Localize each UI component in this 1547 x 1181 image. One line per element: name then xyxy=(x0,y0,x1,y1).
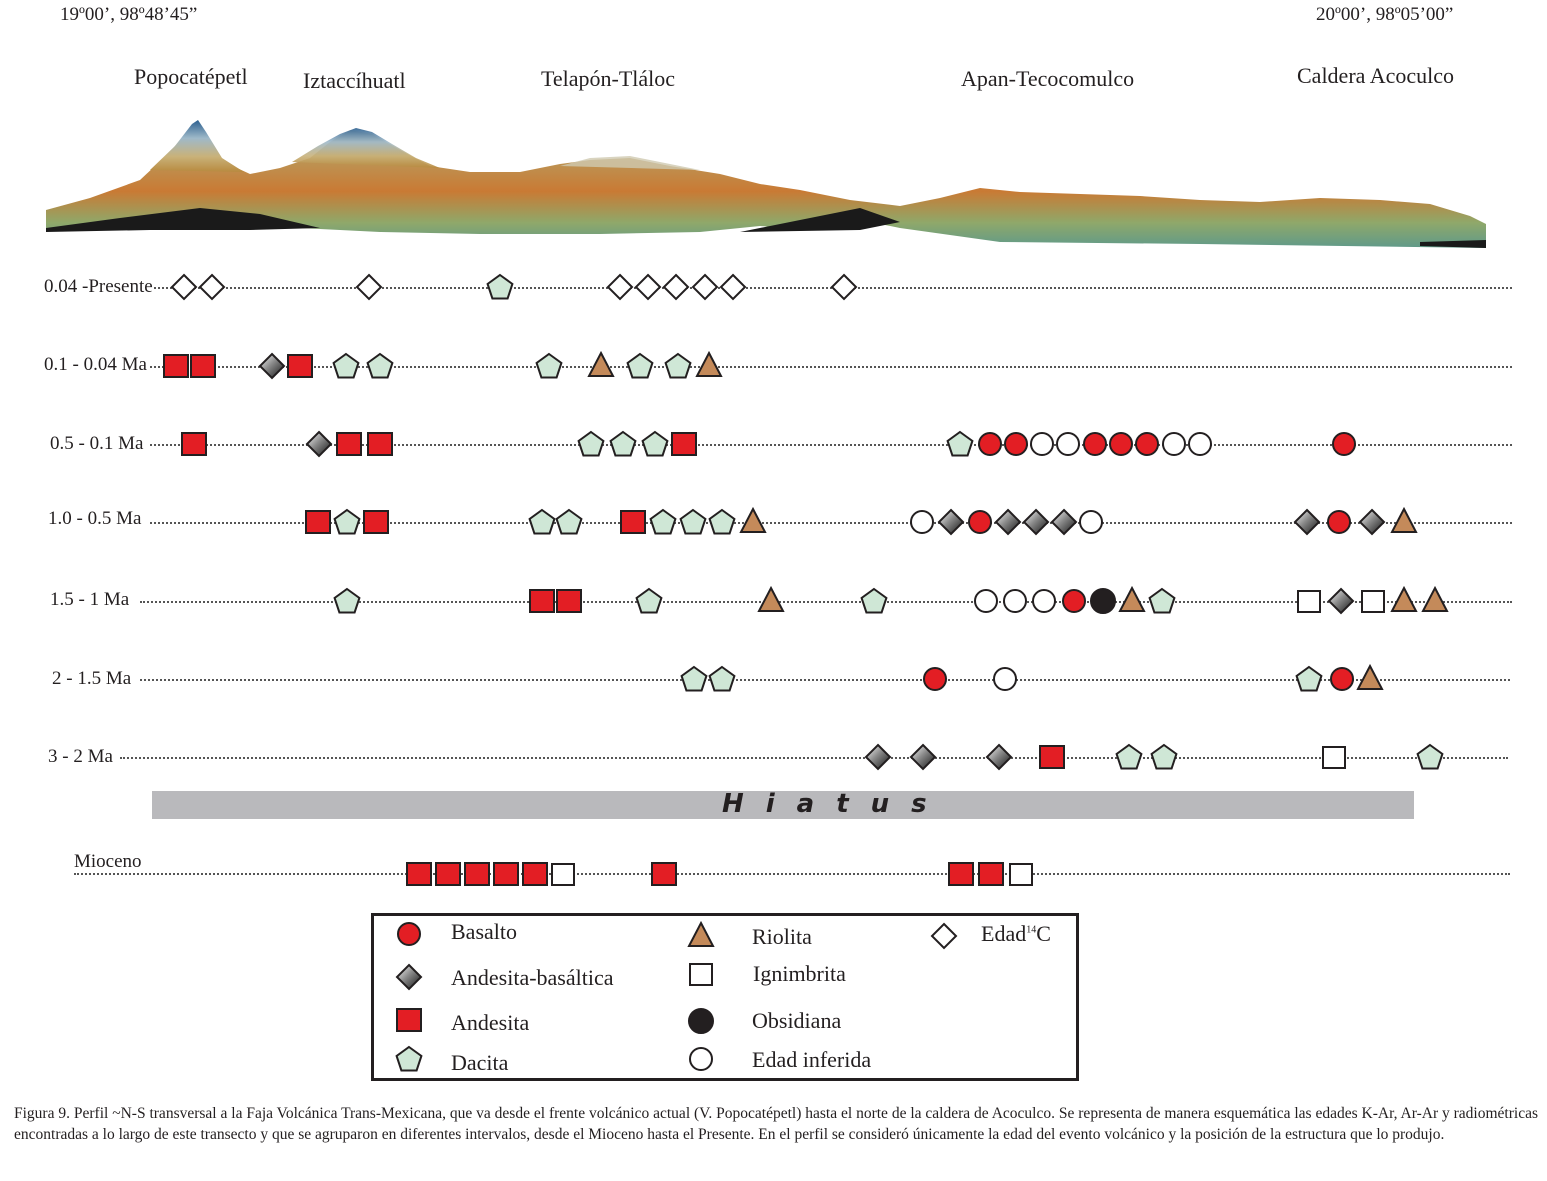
legend-square-open-icon xyxy=(690,964,712,985)
triangle-marker xyxy=(1120,588,1144,611)
diamond-marker xyxy=(664,275,688,299)
diamond-grad-marker xyxy=(866,745,890,769)
triangle-marker xyxy=(759,588,783,611)
coordinate-left: 19º00’, 98º48’45” xyxy=(60,4,198,25)
diamond-marker xyxy=(636,275,660,299)
circle-open-marker xyxy=(975,590,997,612)
pentagon-marker xyxy=(368,354,393,378)
square-red-marker xyxy=(465,863,489,885)
pentagon-marker xyxy=(530,510,555,534)
circle-red-marker xyxy=(1328,511,1350,533)
pentagon-marker xyxy=(1418,745,1443,769)
triangle-marker xyxy=(1358,666,1382,689)
diamond-grad-marker xyxy=(260,354,284,378)
circle-red-marker xyxy=(969,511,991,533)
row-label-6: 3 - 2 Ma xyxy=(48,746,113,767)
pentagon-marker xyxy=(628,354,653,378)
legend-pentagon-icon xyxy=(397,1047,422,1071)
square-red-marker xyxy=(407,863,431,885)
mioceno-label: Mioceno xyxy=(74,851,142,872)
diamond-grad-marker xyxy=(911,745,935,769)
pentagon-marker xyxy=(666,354,691,378)
triangle-marker xyxy=(1423,588,1447,611)
pentagon-marker xyxy=(651,510,676,534)
pentagon-marker xyxy=(611,432,636,456)
triangle-marker xyxy=(589,353,613,376)
legend-label-andesita: Andesita xyxy=(451,1010,530,1035)
legend-edad-superscript: 14 xyxy=(1026,924,1037,936)
pentagon-marker xyxy=(710,667,735,691)
legend-square-red-icon xyxy=(397,1009,421,1031)
circle-black-marker xyxy=(1091,589,1115,613)
square-red-marker xyxy=(436,863,460,885)
square-red-marker xyxy=(494,863,518,885)
triangle-marker xyxy=(1392,588,1416,611)
pentagon-marker xyxy=(335,510,360,534)
legend-diamond-icon xyxy=(932,924,956,948)
pentagon-marker xyxy=(710,510,735,534)
diamond-marker xyxy=(832,275,856,299)
diamond-grad-marker xyxy=(1329,589,1353,613)
legend-label-ignimbrita: Ignimbrita xyxy=(753,961,846,986)
diamond-marker xyxy=(172,275,196,299)
legend-label-basalto: Basalto xyxy=(451,919,517,944)
circle-red-marker xyxy=(979,433,1001,455)
square-red-marker xyxy=(949,863,973,885)
square-red-marker xyxy=(182,433,206,455)
square-open-marker xyxy=(552,864,574,885)
pentagon-marker xyxy=(1152,745,1177,769)
row-label-2: 0.5 - 0.1 Ma xyxy=(50,433,144,454)
row-label-0: 0.04 -Presente xyxy=(44,276,153,297)
diamond-grad-marker xyxy=(996,510,1020,534)
circle-red-marker xyxy=(1005,433,1027,455)
pentagon-marker xyxy=(579,432,604,456)
square-red-marker xyxy=(621,511,645,533)
triangle-marker xyxy=(1392,509,1416,532)
legend-label-edad-inferida: Edad inferida xyxy=(752,1047,872,1072)
legend-triangle-icon xyxy=(689,923,713,946)
row-label-4: 1.5 - 1 Ma xyxy=(50,589,130,610)
circle-red-marker xyxy=(1110,433,1132,455)
diamond-marker xyxy=(357,275,381,299)
square-open-marker xyxy=(1323,747,1345,768)
square-red-marker xyxy=(368,433,392,455)
legend-label-riolita: Riolita xyxy=(752,924,812,949)
coordinate-right: 20º00’, 98º05’00” xyxy=(1316,4,1454,25)
pentagon-marker xyxy=(681,510,706,534)
circle-open-marker xyxy=(911,511,933,533)
diamond-grad-marker xyxy=(939,510,963,534)
circle-open-marker xyxy=(994,668,1016,690)
legend-edad-suffix: C xyxy=(1036,921,1051,946)
circle-open-marker xyxy=(1080,511,1102,533)
circle-red-marker xyxy=(1136,433,1158,455)
pentagon-marker xyxy=(862,589,887,613)
circle-open-marker xyxy=(1163,433,1185,455)
legend-circle-open-icon xyxy=(690,1048,712,1070)
diamond-grad-marker xyxy=(307,432,331,456)
square-red-marker xyxy=(164,355,188,377)
diamond-marker xyxy=(721,275,745,299)
pentagon-marker xyxy=(557,510,582,534)
legend-circle-red-icon xyxy=(398,923,420,945)
legend-label-edad-14c xyxy=(981,921,1051,947)
diamond-grad-marker xyxy=(1360,510,1384,534)
circle-red-marker xyxy=(1063,590,1085,612)
legend-label-andesita-basaltica: Andesita-basáltica xyxy=(451,965,614,990)
circle-open-marker xyxy=(1189,433,1211,455)
pentagon-marker xyxy=(537,354,562,378)
diamond-marker xyxy=(693,275,717,299)
square-red-marker xyxy=(530,590,554,612)
pentagon-marker xyxy=(334,354,359,378)
circle-red-marker xyxy=(924,668,946,690)
circle-red-marker xyxy=(1084,433,1106,455)
square-red-marker xyxy=(652,863,676,885)
peak-label-popocatepetl: Popocatépetl xyxy=(134,64,248,89)
pentagon-marker xyxy=(1150,589,1175,613)
circle-open-marker xyxy=(1004,590,1026,612)
circle-open-marker xyxy=(1057,433,1079,455)
hiatus-label: Hiatus xyxy=(722,789,949,819)
pentagon-marker xyxy=(1297,667,1322,691)
triangle-marker xyxy=(697,353,721,376)
row-label-1: 0.1 - 0.04 Ma xyxy=(44,354,147,375)
square-red-marker xyxy=(288,355,312,377)
figure-caption: Figura 9. Perfil ~N-S transversal a la Faja Volcánica Trans-Mexicana, que va desde el frente volcánico actual (V. Popocatépetl) hasta el norte de la caldera de Acoculco. Se representa de manera esquemática las edades K-Ar, Ar-Ar y radiométricas encontradas a lo largo de este transecto y que se agruparon en diferentes intervalos, desde el Mioceno hasta el Presente. En el perfil se consideró únicamente la edad del evento volcánico y la posición de la estructura que lo produjo. xyxy=(14,1105,1538,1143)
pentagon-marker xyxy=(488,275,513,299)
triangle-marker xyxy=(741,509,765,532)
diamond-grad-marker xyxy=(1052,510,1076,534)
square-red-marker xyxy=(557,590,581,612)
diamond-grad-marker xyxy=(987,745,1011,769)
pentagon-marker xyxy=(335,589,360,613)
circle-red-marker xyxy=(1331,668,1353,690)
row-label-5: 2 - 1.5 Ma xyxy=(52,668,132,689)
square-red-marker xyxy=(672,433,696,455)
row-label-3: 1.0 - 0.5 Ma xyxy=(48,508,142,529)
diamond-marker xyxy=(608,275,632,299)
legend-label-dacita: Dacita xyxy=(451,1050,509,1075)
square-red-marker xyxy=(979,863,1003,885)
circle-open-marker xyxy=(1033,590,1055,612)
square-open-marker xyxy=(1362,591,1384,612)
circle-open-marker xyxy=(1031,433,1053,455)
pentagon-marker xyxy=(682,667,707,691)
pentagon-marker xyxy=(637,589,662,613)
peak-label-caldera-acoculco: Caldera Acoculco xyxy=(1297,63,1454,88)
diamond-grad-marker xyxy=(1295,510,1319,534)
pentagon-marker xyxy=(1117,745,1142,769)
square-red-marker xyxy=(191,355,215,377)
square-red-marker xyxy=(523,863,547,885)
pentagon-marker xyxy=(948,432,973,456)
legend-circle-black-icon xyxy=(689,1009,713,1033)
square-open-marker xyxy=(1298,591,1320,612)
diamond-marker xyxy=(200,275,224,299)
peak-label-apan-tecocomulco: Apan-Tecocomulco xyxy=(961,66,1135,91)
legend-diamond-grad-icon xyxy=(397,965,421,989)
diamond-grad-marker xyxy=(1024,510,1048,534)
pentagon-marker xyxy=(643,432,668,456)
square-red-marker xyxy=(1040,746,1064,768)
legend-edad-text: Edad xyxy=(981,921,1027,946)
legend-label-obsidiana: Obsidiana xyxy=(752,1008,842,1033)
circle-red-marker xyxy=(1333,433,1355,455)
square-red-marker xyxy=(364,511,388,533)
square-red-marker xyxy=(306,511,330,533)
peak-label-iztaccihuatl: Iztaccíhuatl xyxy=(303,68,406,93)
peak-label-telapon-tlaloc: Telapón-Tláloc xyxy=(541,66,676,91)
square-red-marker xyxy=(337,433,361,455)
square-open-marker xyxy=(1010,864,1032,885)
